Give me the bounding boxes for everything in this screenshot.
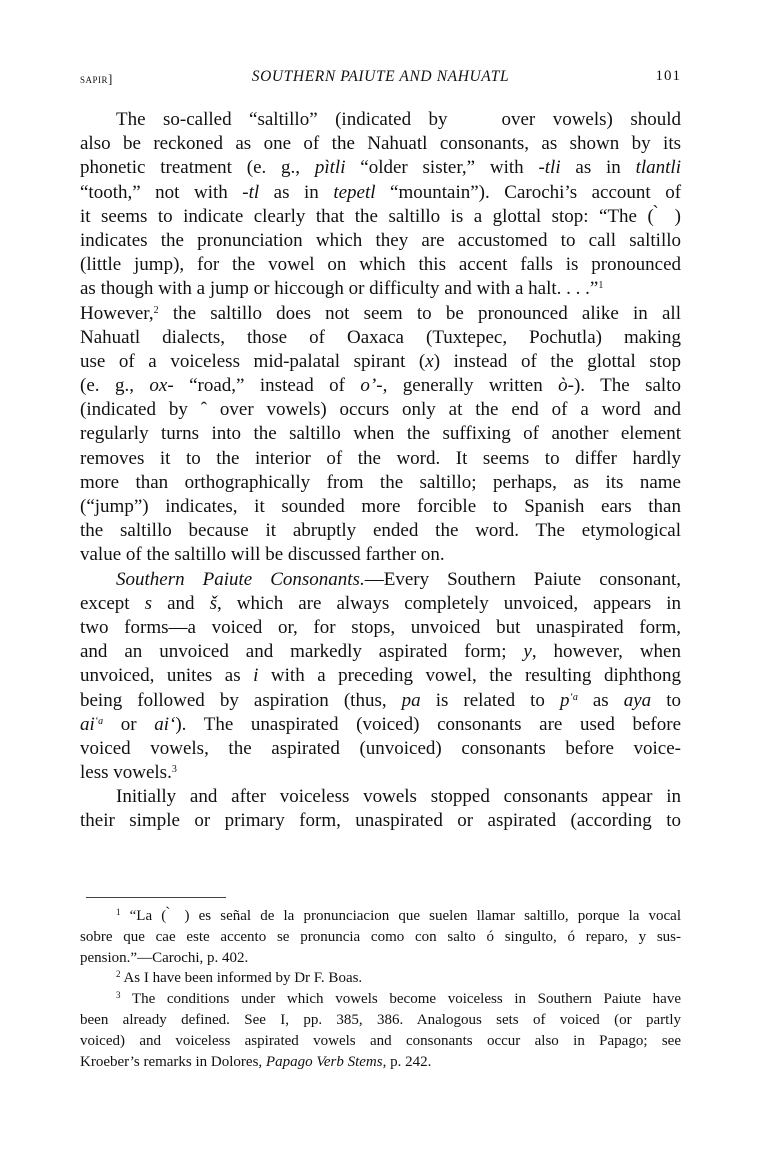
article-title-header: SOUTHERN PAIUTE AND NAHUATL [251,68,510,85]
text-line: $ai^{ʻa}$ or aiʻ). The unaspirated (voiced) consonants are used before [80,713,682,735]
footnote-line: been already defined. See I, pp. 385, 386. Analogous sets of voiced (or partly [80,1011,681,1028]
text-line: the saltillo because it abruptly ended the word. The etymological [80,520,681,542]
text-line: their simple or primary form, unaspirated or aspirated (according to [80,810,681,832]
text-line: it seems to indicate clearly that the saltillo is a glottal stop: “The ( ̀ ) [80,205,681,227]
text-line: (indicated by ˆ over vowels) occurs only at the end of a word and [80,399,681,421]
cited-work-title: Papago Verb Stems [265,1053,383,1070]
text-line: Southern Paiute Consonants.—Every Southern Paiute consonant, [116,568,681,590]
text-line: being followed by aspiration (thus, pa is related to $p^{ʻa}$ as aya to [80,689,682,711]
example-word: tlantli [635,157,681,179]
text-line: removes it to the interior of the word. It seems to differ hardly [80,447,681,469]
footnotes [80,906,681,1072]
footnote-line: pension.”—Carochi, p. 402. [80,949,249,966]
footnote-separator [86,897,226,898]
text-line: as though with a jump or hiccough or difficulty and with a halt. . . .”$^1$ [80,278,604,300]
footnote-3: $^3$ The conditions under which vowels become voiceless in Southern Paiute have [116,990,681,1008]
text-line: (“jump”) indicates, it sounded more forcible to Spanish ears than [80,496,681,517]
footnote-1: $^1$ “La ( ̀ ) es señal de la pronunciacion que suelen llamar saltillo, porque la vocal [116,907,682,924]
footnote-line: sobre que cae este accento se pronuncia como con salto ó singulto, ó reparo, y sus- [80,928,681,945]
body-text [80,108,681,834]
page-number: 101 [655,68,681,84]
text-line: also be reckoned as one of the Nahuatl consonants, as shown by its [80,133,681,155]
text-line: phonetic treatment (e. g., pìtli “older sister,” with -tli as in tlantli [80,157,681,179]
example-word: pìtli [314,157,346,179]
text-line: regularly turns into the saltillo when the suffixing of another element [80,423,681,445]
text-line: voiced vowels, the aspirated (unvoiced) consonants before voice- [80,737,681,759]
text-line: more than orthographically from the saltillo; perhaps, as its name [80,471,681,493]
text-line: less vowels.$^3$ [80,762,177,784]
footnote-ref: 3 [171,764,177,776]
text-line: indicates the pronunciation which they are accustomed to call saltillo [80,229,681,251]
text-line: The so-called “saltillo” (indicated by over vowels) should [116,109,681,130]
text-line: (little jump), for the vowel on which this accent falls is pronounced [80,254,681,276]
section-heading: Southern Paiute Consonants. [116,568,365,590]
example-word: tepetl [333,181,376,203]
text-line: value of the saltillo will be discussed farther on. [80,544,445,566]
text-line: and an unvoiced and markedly aspirated form; y, however, when [80,641,681,663]
running-head [80,68,681,92]
text-line: Nahuatl dialects, those of Oaxaca (Tuxtepec, Pochutla) making [80,326,681,348]
footnote-ref: 1 [598,280,604,292]
footnote-ref: 2 [153,304,159,316]
text-line: However,$^2$ the saltillo does not seem to be pronounced alike in all [80,302,681,324]
text-line: except s and š, which are always completely unvoiced, appears in [80,592,682,614]
text-line: “tooth,” not with -tl as in tepetl “mountain”). Carochi’s account of [80,181,682,203]
footnote-2: $^2$ As I have been informed by Dr F. Boas. [116,969,363,987]
text-line: unvoiced, unites as i with a preceding vowel, the resulting diphthong [80,665,681,687]
text-line: Initially and after voiceless vowels stopped consonants appear in [116,786,681,808]
author-header: sapir] [80,71,113,86]
text-line: (e. g., ox- “road,” instead of o’-, generally written ò-). The salto [80,375,681,397]
footnote-line: Kroeber’s remarks in Dolores, Papago Verb Stems, p. 242. [80,1053,432,1070]
text-line: two forms—a voiced or, for stops, unvoiced but unaspirated form, [80,616,681,638]
footnote-line: voiced) and voiceless aspirated vowels and consonants occur also in Papago; see [80,1032,681,1049]
text-line: use of a voiceless mid-palatal spirant (x) instead of the glottal stop [80,350,681,372]
